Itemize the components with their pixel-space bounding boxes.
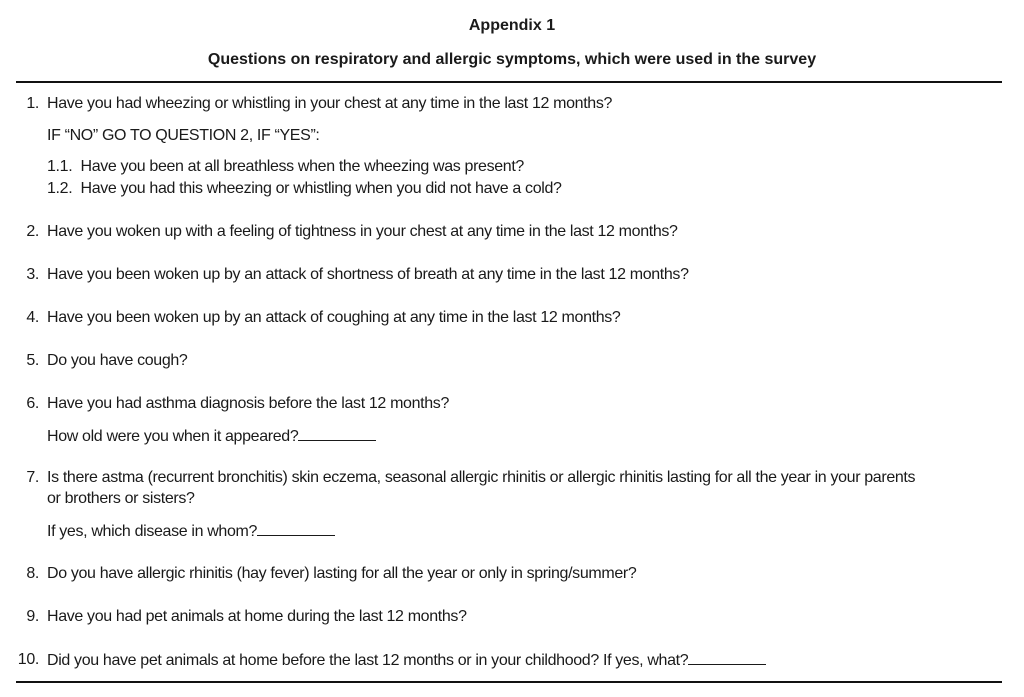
question-number: 2. xyxy=(26,223,39,240)
question-number: 10. xyxy=(17,651,39,668)
question-1 xyxy=(26,94,613,114)
question-7 xyxy=(26,468,916,488)
question-text: Have you been woken up by an attack of coughing at any time in the last 12 months? xyxy=(47,309,621,326)
question-text: Have you had asthma diagnosis before the last 12 months? xyxy=(47,395,449,412)
subquestion-1-2 xyxy=(47,179,562,199)
question-4 xyxy=(26,308,621,328)
answer-blank-line xyxy=(688,650,766,665)
bottom-rule xyxy=(16,681,1002,683)
question-text: Is there astma (recurrent bronchitis) skin eczema, seasonal allergic rhinitis or allergic rhinitis lasting for all the year in your parents xyxy=(47,469,916,486)
subquestion-number: 1.1. xyxy=(47,158,73,175)
question-text: Have you had wheezing or whistling in your chest at any time in the last 12 months? xyxy=(47,95,613,112)
question-7-continued: or brothers or sisters? xyxy=(47,490,195,507)
top-rule xyxy=(16,81,1002,83)
question-9 xyxy=(26,607,467,627)
question-text: Have you woken up with a feeling of tightness in your chest at any time in the last 12 months? xyxy=(47,223,678,240)
followup-text: If yes, which disease in whom? xyxy=(47,523,258,540)
question-1-instruction: IF “NO” GO TO QUESTION 2, IF “YES”: xyxy=(47,127,320,144)
question-5 xyxy=(26,351,188,371)
question-text: Have you been woken up by an attack of shortness of breath at any time in the last 12 months? xyxy=(47,266,689,283)
question-6-followup xyxy=(47,426,376,447)
question-number: 8. xyxy=(26,565,39,582)
question-number: 9. xyxy=(26,608,39,625)
question-number: 4. xyxy=(26,309,39,326)
appendix-subtitle: Questions on respiratory and allergic symptoms, which were used in the survey xyxy=(207,51,817,68)
subquestion-number: 1.2. xyxy=(47,180,73,197)
question-8 xyxy=(26,564,637,584)
question-number: 3. xyxy=(26,266,39,283)
question-7-followup xyxy=(47,521,335,542)
followup-text: How old were you when it appeared? xyxy=(47,428,299,445)
answer-blank-line xyxy=(257,521,335,536)
appendix-title: Appendix 1 xyxy=(468,17,556,34)
question-text: Did you have pet animals at home before the last 12 months or in your childhood? If yes, what? xyxy=(47,652,689,669)
question-number: 7. xyxy=(26,469,39,486)
question-2 xyxy=(26,222,678,242)
answer-blank-line xyxy=(298,426,376,441)
subquestion-text: Have you had this wheezing or whistling when you did not have a cold? xyxy=(80,180,562,197)
question-6 xyxy=(26,394,449,414)
question-3 xyxy=(26,265,689,285)
question-text: Have you had pet animals at home during the last 12 months? xyxy=(47,608,467,625)
subquestion-text: Have you been at all breathless when the wheezing was present? xyxy=(80,158,524,175)
subquestion-1-1 xyxy=(47,157,524,177)
question-number: 6. xyxy=(26,395,39,412)
question-text: Do you have cough? xyxy=(47,352,188,369)
question-number: 1. xyxy=(26,95,39,112)
question-number: 5. xyxy=(26,352,39,369)
question-10 xyxy=(17,650,766,671)
question-text: Do you have allergic rhinitis (hay fever) lasting for all the year or only in spring/summer? xyxy=(47,565,637,582)
